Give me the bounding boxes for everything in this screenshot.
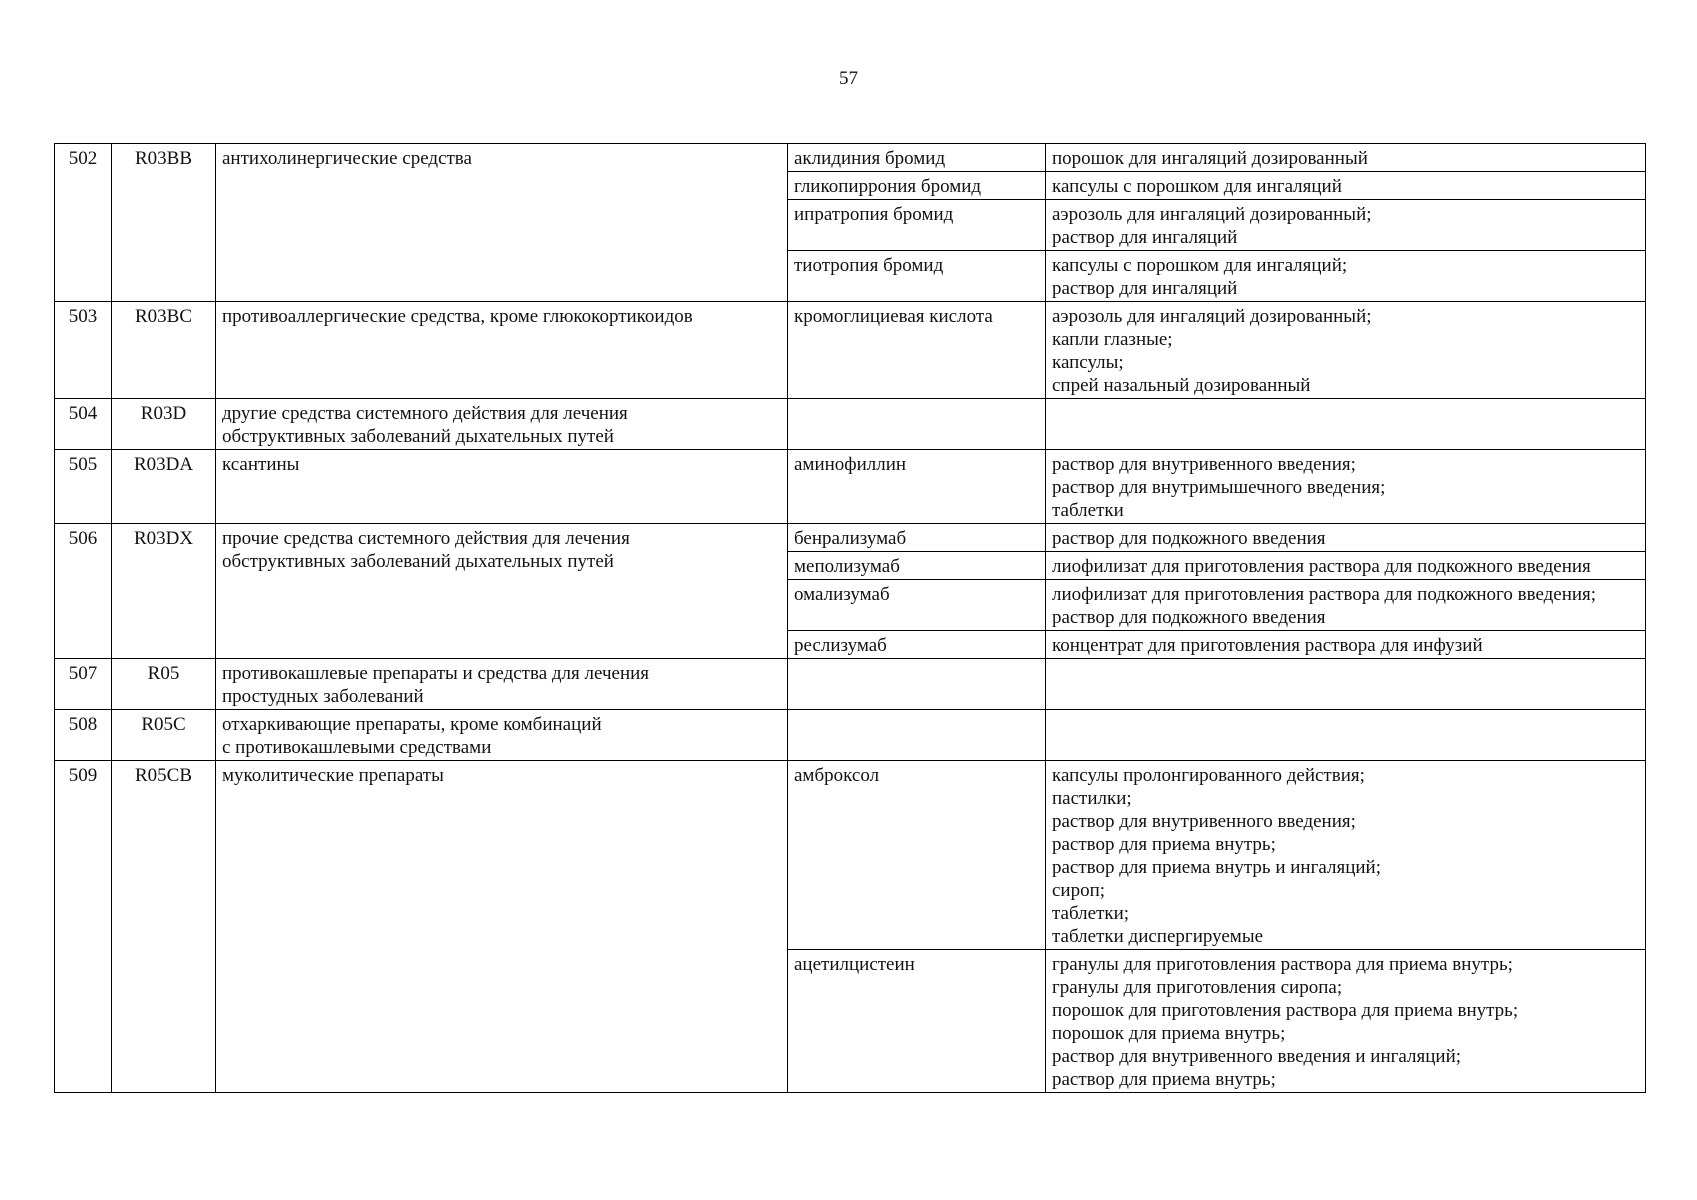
dosage-form: капли глазные; <box>1052 329 1173 350</box>
group-name-line: другие средства системного действия для лечения <box>222 403 628 424</box>
dosage-form: раствор для подкожного введения <box>1052 528 1326 549</box>
row-number: 509 <box>55 761 112 1093</box>
dosage-forms <box>1046 144 1646 172</box>
dosage-form: раствор для внутривенного введения и ингаляций; <box>1052 1046 1462 1067</box>
dosage-form: капсулы пролонгированного действия; <box>1052 765 1365 786</box>
drug-name: амброксол <box>788 761 1046 950</box>
dosage-forms <box>1046 200 1646 251</box>
table-row <box>55 302 1646 399</box>
drug-name: тиотропия бромид <box>788 251 1046 302</box>
drug-name: ипратропия бромид <box>788 200 1046 251</box>
group-name <box>216 399 788 450</box>
drug-name-empty <box>788 710 1046 761</box>
dosage-form: концентрат для приготовления раствора для инфузий <box>1052 635 1483 656</box>
dosage-form: капсулы с порошком для ингаляций; <box>1052 255 1348 276</box>
dosage-forms-empty <box>1046 399 1646 450</box>
dosage-form: раствор для приема внутрь; <box>1052 1069 1276 1090</box>
drug-name: омализумаб <box>788 580 1046 631</box>
dosage-form: таблетки; <box>1052 903 1130 924</box>
table-row <box>55 659 1646 710</box>
group-name-line: с противокашлевыми средствами <box>222 737 492 758</box>
dosage-form: капсулы; <box>1052 352 1124 373</box>
dosage-form: раствор для внутривенного введения; <box>1052 811 1356 832</box>
group-name: антихолинергические средства <box>216 144 788 302</box>
drug-name: кромоглициевая кислота <box>788 302 1046 399</box>
table-row <box>55 399 1646 450</box>
group-name <box>216 524 788 659</box>
group-name: муколитические препараты <box>216 761 788 1093</box>
dosage-form: пастилки; <box>1052 788 1132 809</box>
dosage-forms <box>1046 580 1646 631</box>
drug-list-table <box>54 143 1646 1093</box>
row-number: 504 <box>55 399 112 450</box>
table-row <box>55 710 1646 761</box>
table-row <box>55 524 1646 552</box>
atc-code: R03D <box>112 399 216 450</box>
dosage-form: лиофилизат для приготовления раствора для подкожного введения <box>1052 556 1591 577</box>
dosage-form: таблетки <box>1052 500 1124 521</box>
dosage-form: порошок для ингаляций дозированный <box>1052 148 1368 169</box>
drug-name: реслизумаб <box>788 631 1046 659</box>
drug-name: аминофиллин <box>788 450 1046 524</box>
table-row <box>55 144 1646 172</box>
dosage-form: раствор для приема внутрь и ингаляций; <box>1052 857 1381 878</box>
row-number: 506 <box>55 524 112 659</box>
dosage-form: сироп; <box>1052 880 1106 901</box>
table-row <box>55 450 1646 524</box>
dosage-form: раствор для приема внутрь; <box>1052 834 1276 855</box>
drug-name: ацетилцистеин <box>788 950 1046 1093</box>
group-name <box>216 659 788 710</box>
row-number: 505 <box>55 450 112 524</box>
group-name-line: простудных заболеваний <box>222 686 424 707</box>
group-name-line: противокашлевые препараты и средства для лечения <box>222 663 650 684</box>
row-number: 503 <box>55 302 112 399</box>
group-name: противоаллергические средства, кроме глюкокортикоидов <box>216 302 788 399</box>
drug-name: аклидиния бромид <box>788 144 1046 172</box>
dosage-forms-empty <box>1046 659 1646 710</box>
dosage-form: гранулы для приготовления раствора для приема внутрь; <box>1052 954 1513 975</box>
dosage-form: таблетки диспергируемые <box>1052 926 1264 947</box>
group-name-line: прочие средства системного действия для лечения <box>222 528 630 549</box>
row-number: 507 <box>55 659 112 710</box>
drug-name: гликопиррония бромид <box>788 172 1046 200</box>
dosage-form: гранулы для приготовления сиропа; <box>1052 977 1343 998</box>
dosage-form: раствор для подкожного введения <box>1052 607 1326 628</box>
dosage-form: раствор для ингаляций <box>1052 278 1238 299</box>
dosage-form: спрей назальный дозированный <box>1052 375 1311 396</box>
atc-code: R05CB <box>112 761 216 1093</box>
dosage-form: порошок для приема внутрь; <box>1052 1023 1286 1044</box>
group-name-line: обструктивных заболеваний дыхательных путей <box>222 426 614 447</box>
drug-name: бенрализумаб <box>788 524 1046 552</box>
dosage-forms <box>1046 450 1646 524</box>
atc-code: R05C <box>112 710 216 761</box>
drug-name-empty <box>788 659 1046 710</box>
dosage-form: капсулы с порошком для ингаляций <box>1052 176 1342 197</box>
group-name-line: обструктивных заболеваний дыхательных путей <box>222 551 614 572</box>
group-name-line: отхаркивающие препараты, кроме комбинаций <box>222 714 602 735</box>
dosage-forms <box>1046 524 1646 552</box>
dosage-forms <box>1046 302 1646 399</box>
dosage-form: аэрозоль для ингаляций дозированный; <box>1052 204 1372 225</box>
drug-name-empty <box>788 399 1046 450</box>
dosage-forms <box>1046 631 1646 659</box>
group-name: ксантины <box>216 450 788 524</box>
dosage-form: аэрозоль для ингаляций дозированный; <box>1052 306 1372 327</box>
dosage-form: раствор для внутривенного введения; <box>1052 454 1356 475</box>
atc-code: R05 <box>112 659 216 710</box>
dosage-forms <box>1046 761 1646 950</box>
atc-code: R03DX <box>112 524 216 659</box>
dosage-forms <box>1046 251 1646 302</box>
dosage-form: раствор для ингаляций <box>1052 227 1238 248</box>
atc-code: R03DA <box>112 450 216 524</box>
dosage-forms-empty <box>1046 710 1646 761</box>
dosage-forms <box>1046 950 1646 1093</box>
row-number: 502 <box>55 144 112 302</box>
dosage-form: лиофилизат для приготовления раствора для подкожного введения; <box>1052 584 1597 605</box>
group-name <box>216 710 788 761</box>
dosage-forms <box>1046 552 1646 580</box>
dosage-form: раствор для внутримышечного введения; <box>1052 477 1386 498</box>
table-row <box>55 761 1646 950</box>
row-number: 508 <box>55 710 112 761</box>
atc-code: R03BB <box>112 144 216 302</box>
drug-name: меполизумаб <box>788 552 1046 580</box>
dosage-form: порошок для приготовления раствора для приема внутрь; <box>1052 1000 1519 1021</box>
atc-code: R03BC <box>112 302 216 399</box>
dosage-forms <box>1046 172 1646 200</box>
page-number: 57 <box>839 68 858 89</box>
